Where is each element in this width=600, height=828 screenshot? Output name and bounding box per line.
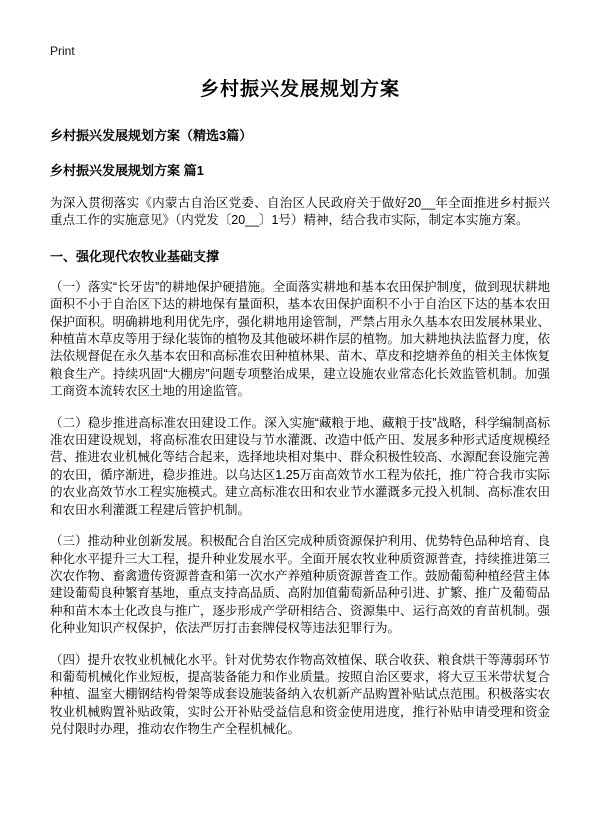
intro-paragraph: 为深入贯彻落实《内蒙古自治区党委、自治区人民政府关于做好20__年全面推进乡村振兴重点工作的实施意见》（内党发〔20__〕1号）精神，结合我市实际，制定本实施方案。 xyxy=(50,196,550,228)
document-title: 乡村振兴发展规划方案 xyxy=(199,79,400,100)
document-subtitle: 乡村振兴发展规划方案（精选3篇） xyxy=(50,128,253,143)
paragraph-item-1: （一）落实“长牙齿”的耕地保护硬措施。全面落实耕地和基本农田保护制度，做到现状耕地面积不小于自治区下达的耕地保有量面积，基本农田保护面积不小于自治区下达的基本农田保护面积。明确耕地利用优先序，强化耕地用途管制，严禁占用永久基本农田发展林果业、种植苗木草皮等用于绿化装饰的植物及其他破坏耕作层的植物。加大耕地执法监督力度，依法依规督促在永久基本农田和高标准农田种植林果、苗木、草皮和挖塘养鱼的相关主体恢复粮食生产。持续巩固“大棚房”问题专项整治成果，建立设施农业常态化长效监管机制。加强工商资本流转农区土地的用途监管。 xyxy=(50,279,551,399)
paragraph-item-2: （二）稳步推进高标准农田建设工作。深入实施“藏粮于地、藏粮于技”战略，科学编制高标准农田建设规划，将高标准农田建设与节水灌溉、改造中低产田、发展多种形式适度规模经营、推进农业机械化等结合起来，选择地块相对集中、群众积极性较高、水源配套设施完善的农田，循序渐进，稳步推进。以乌达区1.25万亩高效节水工程为依托，推广符合我市实际的农业高效节水工程实施模式。建立高标准农田和农业节水灌溉多元投入机制、高标准农田和农田水利灌溉工程建后管护机制。 xyxy=(50,415,551,517)
chapter-heading: 一、强化现代农牧业基础支撑 xyxy=(50,248,220,264)
paragraph-item-3: （三）推动种业创新发展。积极配合自治区完成种质资源保护利用、优势特色品种培育、良种化水平提升三大工程，提升种业发展水平。全面开展农牧业种质资源普查，持续推进第三次农作物、畜禽遗传资源普查和第一次水产养殖种质资源普查工作。鼓励葡萄种植经营主体建设葡萄良种繁育基地，重点支持高品质、高附加值葡萄新品种引进、扩繁、推广及葡萄品种和苗木本土化改良与推广，逐步形成产学研相结合、资源集中、运行高效的育苗机制。强化种业知识产权保护，依法严厉打击套牌侵权等违法犯罪行为。 xyxy=(50,534,551,636)
paragraph-item-4: （四）提升农牧业机械化水平。针对优势农作物高效植保、联合收获、粮食烘干等薄弱环节和葡萄机械化作业短板，提高装备能力和作业质量。按照自治区要求，将大豆玉米带状复合种植、温室大棚钢结构骨架等成套设施装备纳入农机新产品购置补贴试点范围。积极落实农牧业机械购置补贴政策，实时公开补贴受益信息和资金使用进度，推行补贴申请受理和资金兑付限时办理，推动农作物生产全程机械化。 xyxy=(50,652,551,737)
print-link[interactable]: Print xyxy=(50,44,75,58)
section-heading: 乡村振兴发展规划方案 篇1 xyxy=(50,163,204,178)
